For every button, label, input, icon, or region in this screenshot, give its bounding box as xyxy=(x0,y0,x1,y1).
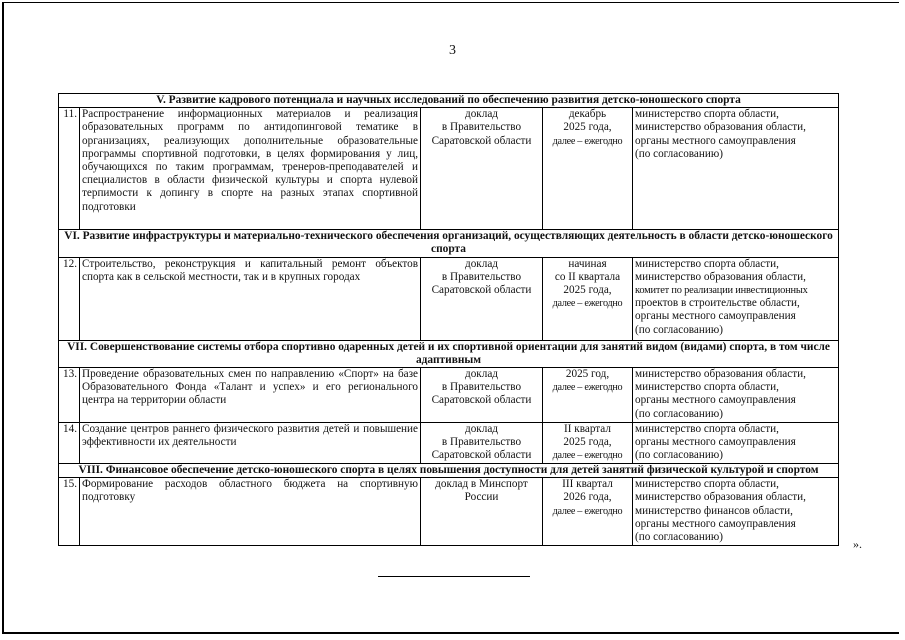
executors xyxy=(633,108,839,230)
executors xyxy=(633,478,839,546)
executor-line: министерство спорта области, xyxy=(635,257,779,270)
deadline-line: далее – ежегодно xyxy=(552,505,623,517)
executor-line: министерство финансов области, xyxy=(635,504,793,517)
report-form-line: доклад xyxy=(465,257,498,270)
report-form-line: России xyxy=(464,491,499,504)
report-form-line: Саратовской области xyxy=(431,394,532,407)
measure-description: Распространение информационных материалов и реализация образовательных программ по антидопинговой тематике в организациях, реализующих дополнительные образовательные программы спортивной подготовки, в целях формирования у лиц, обучающихся по таким программам, тренеров-преподавателей и специалистов в области физической культуры и спорта нулевой терпимости к допингу в спорте на разных этапах спортивной подготовки xyxy=(80,108,421,230)
report-form xyxy=(421,108,543,230)
executor-line: (по согласованию) xyxy=(635,531,723,544)
deadline-line: начиная xyxy=(568,257,607,270)
table-row xyxy=(59,108,839,230)
measure-description: Строительство, реконструкция и капитальный ремонт объектов спорта как в сельской местности, так и в крупных городах xyxy=(80,257,421,340)
report-form-line: Саратовской области xyxy=(431,449,532,462)
deadline-line: II квартал xyxy=(564,423,611,436)
report-form xyxy=(421,423,543,464)
report-form xyxy=(421,257,543,340)
closing-quote-mark: ». xyxy=(853,537,862,551)
report-form-line: доклад xyxy=(465,108,498,121)
report-form xyxy=(421,368,543,423)
row-number: 15. xyxy=(59,478,80,546)
report-form-line: доклад в Минспорт xyxy=(435,478,528,491)
executor-line: министерство спорта области, xyxy=(635,478,779,491)
deadline-line: со II квартала xyxy=(554,270,621,283)
deadline-line: 2025 года, xyxy=(563,284,612,297)
executor-line: проектов в строительстве области, xyxy=(635,297,800,310)
executor-line: органы местного самоуправления xyxy=(635,517,796,530)
executor-line: министерство спорта области, xyxy=(635,108,779,121)
executor-line: министерство спорта области, xyxy=(635,423,779,436)
section-header-row xyxy=(59,230,839,257)
report-form-line: в Правительство xyxy=(441,121,522,134)
deadline-line: 2025 года, xyxy=(563,121,612,134)
deadline xyxy=(543,423,633,464)
deadline-line: декабрь xyxy=(568,108,607,121)
executor-line: органы местного самоуправления xyxy=(635,310,796,323)
section-title: VII. Совершенствование системы отбора спортивно одаренных детей и их спортивной ориентации для занятий видом (видами) спорта, в том числе адаптивным xyxy=(59,340,839,367)
row-number: 13. xyxy=(59,368,80,423)
table-row xyxy=(59,423,839,464)
measure-description: Формирование расходов областного бюджета на спортивную подготовку xyxy=(80,478,421,546)
report-form-line: доклад xyxy=(465,368,498,381)
report-form xyxy=(421,478,543,546)
deadline-line: далее – ежегодно xyxy=(552,450,623,462)
page-number: 3 xyxy=(449,43,456,58)
section-header-row xyxy=(59,340,839,367)
report-form-line: Саратовской области xyxy=(431,284,532,297)
deadline xyxy=(543,257,633,340)
executor-line: (по согласованию) xyxy=(635,147,723,160)
row-number: 14. xyxy=(59,423,80,464)
executors xyxy=(633,423,839,464)
deadline-line: III квартал xyxy=(562,478,613,491)
executor-line: министерство образования области, xyxy=(635,270,806,283)
section-title: VI. Развитие инфраструктуры и материально-технического обеспечения организаций, осуществляющих деятельность в области детско-юношеского спорта xyxy=(59,230,839,257)
report-form-line: Саратовской области xyxy=(431,134,532,147)
deadline xyxy=(543,108,633,230)
deadline xyxy=(543,368,633,423)
report-form-line: в Правительство xyxy=(441,381,522,394)
deadline-line: 2025 год, xyxy=(565,368,610,381)
measures-table xyxy=(58,93,839,546)
section-header-row xyxy=(59,94,839,108)
row-number: 11. xyxy=(59,108,80,230)
executor-line: (по согласованию) xyxy=(635,449,723,462)
measure-description: Создание центров раннего физического развития детей и повышение эффективности их деятельности xyxy=(80,423,421,464)
executors xyxy=(633,368,839,423)
executor-line: министерство спорта области, xyxy=(635,381,779,394)
table-row xyxy=(59,478,839,546)
executor-line: (по согласованию) xyxy=(635,323,723,336)
row-number: 12. xyxy=(59,257,80,340)
executor-line: комитет по реализации инвестиционных xyxy=(635,285,808,297)
executor-line: министерство образования области, xyxy=(635,121,806,134)
deadline-line: 2026 года, xyxy=(563,491,612,504)
table-row xyxy=(59,368,839,423)
deadline-line: далее – ежегодно xyxy=(552,135,623,147)
report-form-line: доклад xyxy=(465,423,498,436)
executor-line: органы местного самоуправления xyxy=(635,436,796,449)
deadline-line: далее – ежегодно xyxy=(552,298,623,310)
executors xyxy=(633,257,839,340)
executor-line: министерство образования области, xyxy=(635,491,806,504)
executor-line: министерство образования области, xyxy=(635,368,806,381)
deadline-line: 2025 года, xyxy=(563,436,612,449)
section-header-row xyxy=(59,464,839,478)
measure-description: Проведение образовательных смен по направлению «Спорт» на базе Образовательного Фонда «Талант и успех» и его регионального центра на территории области xyxy=(80,368,421,423)
deadline xyxy=(543,478,633,546)
section-title: VIII. Финансовое обеспечение детско-юношеского спорта в целях повышения доступности для детей занятий физической культурой и спортом xyxy=(59,464,839,478)
table-row xyxy=(59,257,839,340)
report-form-line: в Правительство xyxy=(441,270,522,283)
executor-line: органы местного самоуправления xyxy=(635,394,796,407)
report-form-line: в Правительство xyxy=(441,436,522,449)
executor-line: органы местного самоуправления xyxy=(635,134,796,147)
executor-line: (по согласованию) xyxy=(635,407,723,420)
section-title: V. Развитие кадрового потенциала и научных исследований по обеспечению развития детско-юношеского спорта xyxy=(59,94,839,108)
deadline-line: далее – ежегодно xyxy=(552,382,623,394)
bottom-divider xyxy=(378,576,530,577)
